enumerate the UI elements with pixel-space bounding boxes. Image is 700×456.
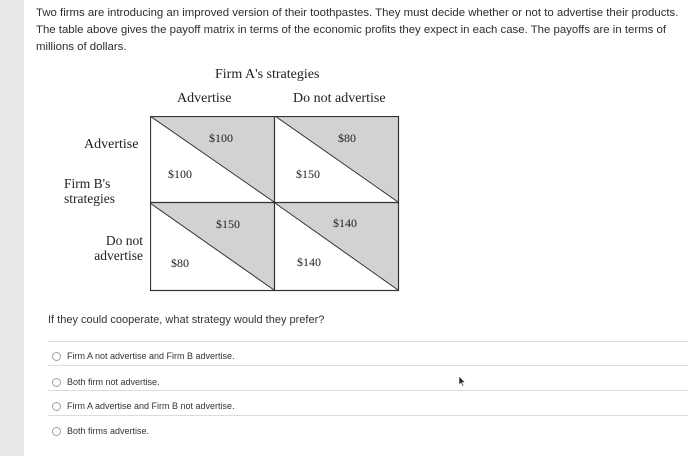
answer-option-1[interactable] [52, 351, 235, 361]
answer-option-2-label: Both firm not advertise. [67, 377, 160, 387]
divider [48, 365, 688, 366]
row-not-line1: Do not [105, 233, 143, 248]
payoff-an-firm-a: $80 [338, 131, 356, 145]
divider [48, 341, 688, 342]
answer-option-3-label: Firm A advertise and Firm B not advertise. [67, 401, 235, 411]
radio-button-icon[interactable] [52, 402, 61, 411]
row-not-line2: advertise [94, 248, 143, 263]
divider [48, 415, 688, 416]
mouse-pointer-icon [458, 376, 466, 387]
row-header-advertise: Advertise [84, 137, 139, 152]
firm-b-line1: Firm B's [64, 176, 111, 191]
payoff-aa-firm-a: $100 [209, 131, 233, 145]
firm-a-title: Firm A's strategies [215, 67, 320, 82]
payoff-an-firm-b: $150 [296, 167, 320, 181]
column-header-do-not-advertise: Do not advertise [293, 91, 386, 106]
answer-option-4[interactable] [52, 426, 149, 436]
radio-button-icon[interactable] [52, 378, 61, 387]
row-header-do-not-advertise [91, 233, 143, 263]
answer-option-1-label: Firm A not advertise and Firm B advertise. [67, 351, 235, 361]
radio-button-icon[interactable] [52, 352, 61, 361]
payoff-nn-firm-b: $140 [297, 255, 321, 269]
payoff-na-firm-a: $150 [216, 217, 240, 231]
payoff-nn-firm-a: $140 [333, 216, 357, 230]
column-header-advertise: Advertise [177, 91, 232, 106]
question-text: If they could cooperate, what strategy would they prefer? [48, 314, 325, 326]
firm-b-line2: strategies [64, 191, 115, 206]
left-edge [0, 0, 24, 456]
answer-option-2[interactable] [52, 377, 160, 387]
answer-option-4-label: Both firms advertise. [67, 426, 150, 436]
payoff-na-firm-b: $80 [171, 256, 189, 270]
firm-b-label [64, 176, 115, 206]
problem-intro: Two firms are introducing an improved version of their toothpastes. They must decide whether or not to advertise their products. The table above gives the payoff matrix in terms of the economic profits they expect in each case. The payoffs are in terms of millions of dollars. [36, 7, 679, 53]
divider [48, 390, 688, 391]
payoff-aa-firm-b: $100 [168, 167, 192, 181]
radio-button-icon[interactable] [52, 427, 61, 436]
answer-option-3[interactable] [52, 401, 235, 411]
